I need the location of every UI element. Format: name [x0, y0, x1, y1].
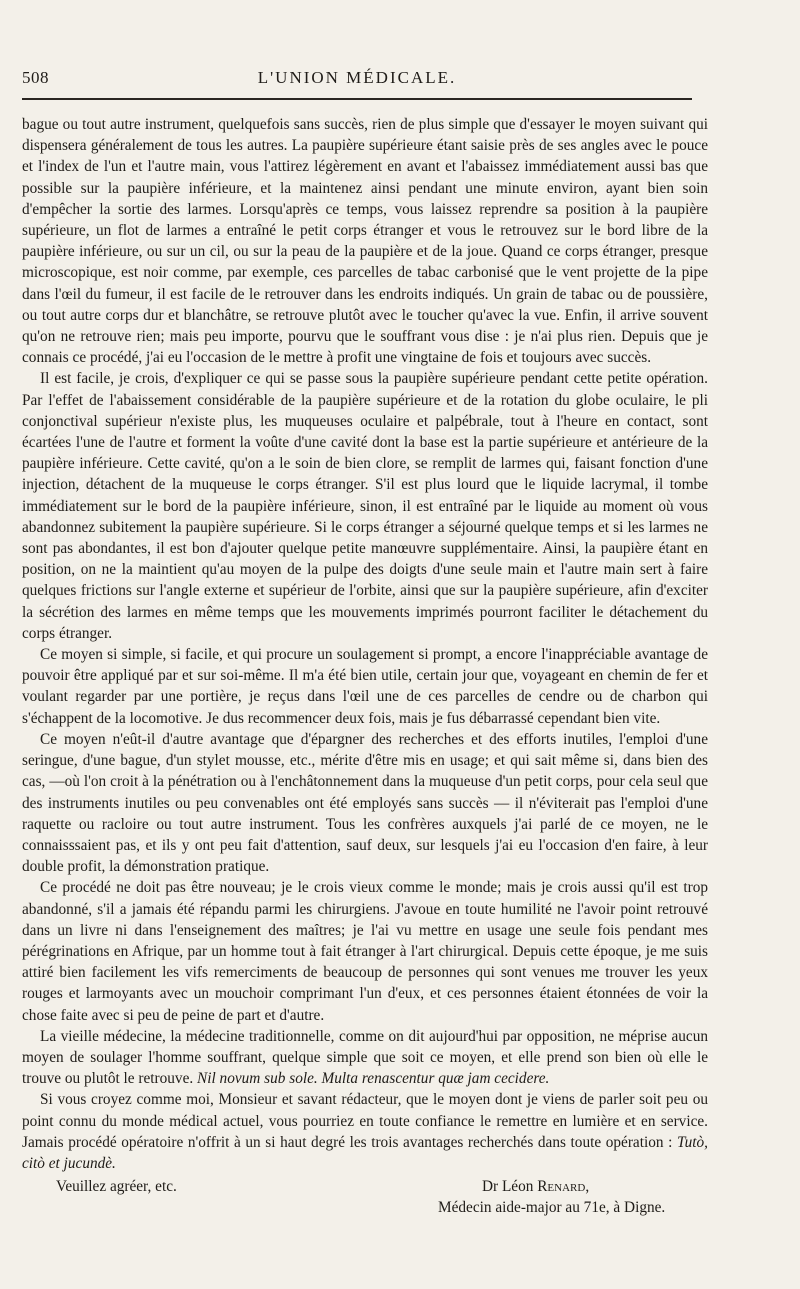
paragraph: bague ou tout autre instrument, quelquefois sans succès, rien de plus simple que d'essayer le moyen suivant qui dispensera généralement de tous les autres. La paupière supérieure étant saisie près de ses angles avec le pouce et l'index de l'un et l'autre main, vous l'attirez légèrement en avant et l'abaissez immédiatement aussi bas que possible sur la paupière inférieure, et la maintenez ainsi pendant une minute environ, ayant bien soin d'empêcher la sortie des larmes. Lorsqu'après ce temps, vous laissez reprendre sa position à la paupière supérieure, un flot de larmes a entraîné le petit corps étranger et vous le retrouvez sur le bord libre de la paupière inférieure, ou sur un cil, ou sur la peau de la paupière et de la joue. Quand ce corps étranger, presque microscopique, est noir comme, par exemple, ces parcelles de tabac carbonisé que le vent projette de la pipe dans l'œil du fumeur, il est facile de le retrouver dans les endroits indiqués. Un grain de tabac ou de poussière, ou tout autre corps dur et blanchâtre, se retrouve plutôt avec le toucher qu'avec la vue. Enfin, il arrive souvent qu'on ne retrouve rien; mais peu importe, pourvu que le souffrant vous dise : je n'ai plus rien. Depuis que je connais ce procédé, j'ai eu l'occasion de le mettre à profit une vingtaine de fois et toujours avec succès. [22, 116, 708, 367]
author-name: Dr Léon Renard, [482, 1178, 590, 1196]
author-signature [438, 1176, 678, 1218]
header-rule [22, 98, 692, 100]
paragraph: Ce moyen si simple, si facile, et qui procure un soulagement si prompt, a encore l'inappréciable avantage de pouvoir être appliqué par et sur soi-même. Il m'a été bien utile, certain jour que, voyageant en chemin de fer et voulant regarder par une portière, je reçus dans l'œil une de ces parcelles de cendre ou de charbon qui s'échappent de la locomotive. Je dus recommencer deux fois, mais je fus débarrassé cependant bien vite. [22, 646, 708, 727]
paragraph: La vieille médecine, la médecine traditionnelle, comme on dit aujourd'hui par opposition, ne méprise aucun moyen de soulager l'homme souffrant, quelque simple que soit ce moyen, et elle prend son bien où elle le trouve ou plutôt le retrouve. Nil novum sub sole. Multa renascentur quæ jam cecidere. [22, 1027, 708, 1088]
latin-motto: Tutò, citò et jucundè. [22, 1133, 709, 1172]
paragraph: Ce moyen n'eût-il d'autre avantage que d'épargner des recherches et des efforts inutiles, l'emploi d'une seringue, d'une bague, d'un stylet mousse, etc., mérite d'être mis en usage; et qui sait même si, dans bien des cas, —où l'on croit à la pénétration ou à l'enchâtonnement dans la muqueuse d'un petit corps, pour cela seul que des instruments inutiles ou peu convenables ont été employés sans succès — il n'éviterait pas l'emploi d'une raquette ou racloire ou tout autre instrument. Tous les confrères auxquels j'ai parlé de ce moyen, ne le connaisssaient pas, et ils y ont peu fait d'attention, sauf deux, sur lesquels j'ai eu l'occasion d'en faire, à leur double profit, la démonstration pratique. [22, 730, 708, 876]
signature-block [22, 1176, 708, 1220]
paragraph: Ce procédé ne doit pas être nouveau; je le crois vieux comme le monde; mais je crois aussi qu'il est trop abandonné, s'il a jamais été répandu parmi les chirurgiens. J'avoue en toute humilité ne l'avoir point retrouvé dans un livre ni dans l'enseignement des maîtres; je l'ai vu mettre en usage une seule fois pendant mes pérégrinations en Afrique, par un homme tout à fait étranger à l'art chirurgical. Depuis cette époque, je me suis attiré bien facilement les vifs remerciments de beaucoup de personnes qui sont venues me trouver les yeux rouges et larmoyants avec un mouchoir comprimant l'un d'eux, et ces personnes étaient étonnées de voir la chose faite avec si peu de peine de part et d'autre. [22, 879, 708, 1024]
paragraph: Il est facile, je crois, d'expliquer ce qui se passe sous la paupière supérieure pendant cette petite opération. Par l'effet de l'abaissement considérable de la paupière supérieure et de la rotation du globe oculaire, le pli conjonctival supérieur n'existe plus, les muqueuses oculaire et palpébrale, tout à l'heure en contact, sont écartées l'une de l'autre et forment la voûte d'une cavité dont la base est la partie supérieure et antérieure de la paupière inférieure. Cette cavité, qu'on a le soin de bien clore, se remplit de larmes qui, faisant fonction d'une injection, détachent de la muqueuse le corps étranger. S'il est plus lourd que le liquide lacrymal, il tombe immédiatement sur le bord de la paupière inférieure, sinon, il est entraîné par le liquide au moment où vous abandonnez subitement la paupière supérieure. Si le corps étranger a séjourné quelque temps et si les larmes ne sont pas abondantes, il est bon d'ajouter quelque petite manœuvre supplémentaire. Ainsi, la paupière étant en position, on ne la maintient qu'au moyen de la pulpe des doigts d'une seule main et l'autre main sert à faire quelques frictions sur l'angle externe et supérieur de l'orbite, ainsi que sur la paupière supérieure, afin d'exciter la sécrétion des larmes en même temps que les mouvements imprimés pourront faciliter le détachement du corps étranger. [22, 370, 708, 642]
latin-quote: Nil novum sub sole. Multa renascentur quæ jam cecidere. [197, 1070, 550, 1088]
article-body [22, 114, 708, 1220]
page-number: 508 [22, 68, 49, 87]
author-title: Médecin aide-major au 71e, à Digne. [438, 1199, 666, 1217]
closing-formula: Veuillez agréer, etc. [56, 1178, 177, 1196]
paragraph: Si vous croyez comme moi, Monsieur et savant rédacteur, que le moyen dont je viens de parler soit peu ou point connu du monde médical actuel, vous pourriez en toute confiance le remettre en lumière et en service. Jamais procédé opératoire n'offrit à un si haut degré les trois avantages recherchés dans toute opération : Tutò, citò et jucundè. [22, 1091, 709, 1172]
page-header [22, 68, 692, 92]
running-title: L'UNION MÉDICALE. [257, 68, 457, 87]
